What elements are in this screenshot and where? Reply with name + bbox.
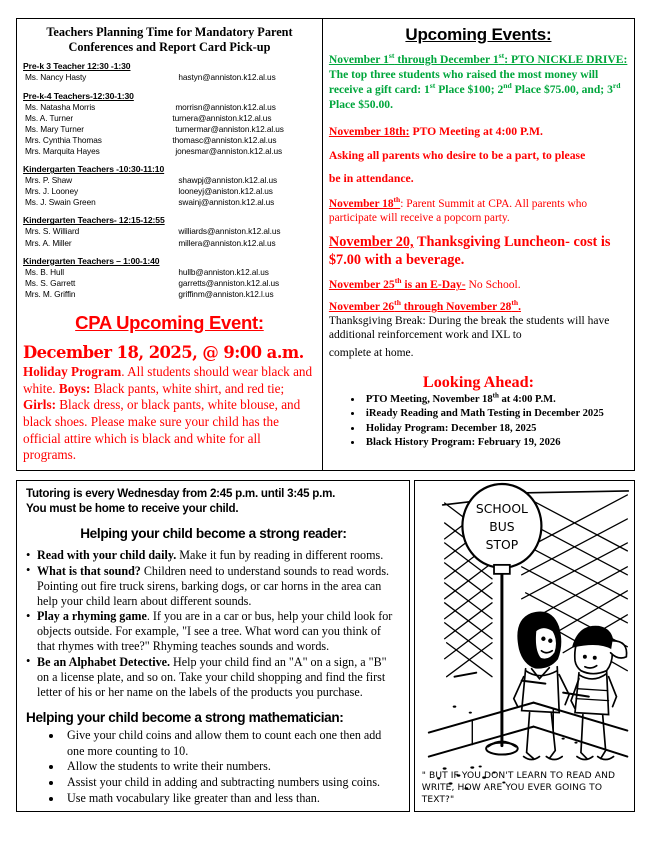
cartoon-panel: [414, 480, 635, 811]
teacher-name: Mrs. M. Griffin: [25, 288, 76, 299]
teacher-email: turnera@anniston.k12.al.us: [172, 112, 272, 123]
reader-section-heading: Helping your child become a strong reader:: [80, 526, 347, 542]
cpa-event-body: [23, 364, 316, 464]
group-heading: Kindergarten Teachers- 12:15-12:55: [23, 215, 165, 226]
cpa-boys-label: Boys:: [58, 380, 91, 396]
event-body-line2: Asking all parents who desire to be a part, to please: [328, 148, 586, 162]
looking-ahead-heading: Looking Ahead:: [422, 372, 534, 391]
event-body: PTO Meeting at 4:00 P.M.: [409, 125, 543, 139]
sign-text-line3: STOP: [485, 536, 518, 553]
bottom-section: [16, 480, 635, 811]
teacher-row: [23, 289, 316, 300]
teacher-row: [23, 186, 316, 197]
looking-ahead-list: [329, 393, 628, 451]
planning-title: Teachers Planning Time for Mandatory Parent Conferences and Report Card Pick-up: [46, 25, 293, 55]
event-body-line3: be in attendance.: [328, 172, 414, 186]
event-nickle-drive: [329, 52, 628, 112]
teacher-row: [23, 226, 316, 237]
teacher-name: Ms. S. Garrett: [25, 277, 76, 288]
list-item: • PTO Meeting, November 18th at 4:00 P.M.: [363, 393, 628, 407]
cpa-body-text: . All students should wear black and white.: [23, 364, 313, 396]
teacher-row: [23, 175, 316, 186]
teacher-row: [23, 72, 316, 83]
event-date-label: November 18th: [328, 195, 401, 211]
teacher-email: griffinm@anniston.k12.l.us: [178, 288, 274, 299]
teacher-row: [23, 278, 316, 289]
teacher-name: Ms. Mary Turner: [25, 123, 84, 134]
teacher-name: Ms. Natasha Morris: [25, 101, 96, 112]
event-pto-meeting: [329, 120, 628, 190]
teacher-email: jonesmar@anniston.k12.al.us: [175, 146, 283, 157]
teacher-name: Mrs. J. Looney: [25, 186, 79, 197]
teacher-name: Mrs. P. Shaw: [25, 175, 73, 186]
tutoring-notice: [26, 487, 401, 517]
event-body: Thanksgiving Break: During the break the students will have additional reinforcement work and IXL to: [328, 315, 610, 342]
event-parent-summit: [328, 195, 628, 226]
teacher-email: morrisn@anniston.k12.al.us: [175, 101, 276, 112]
teacher-row: [23, 113, 316, 124]
tutoring-line1: Tutoring is every Wednesday from 2:45 p.m. until 3:45 p.m.: [26, 487, 336, 501]
teacher-email: williards@anniston.k12.al.us: [178, 226, 281, 237]
teacher-email: thomasc@anniston.k12.al.us: [172, 134, 277, 145]
tip-lead: Read with your child daily.: [37, 548, 177, 563]
teacher-email: millera@anniston.k12.al.us: [178, 237, 276, 248]
list-item: • Assist your child in adding and subtracting numbers using coins.: [63, 775, 401, 791]
sign-text-line2: BUS: [488, 518, 515, 535]
reader-tips-list: [26, 548, 401, 700]
cpa-event-heading: CPA Upcoming Event:: [75, 312, 264, 333]
event-body: Thanksgiving Luncheon- cost is $7.00 with a beverage.: [328, 234, 611, 268]
list-item: [26, 564, 401, 609]
tip-lead: What is that sound?: [37, 563, 141, 578]
group-heading: Kindergarten Teachers – 1:00-1:40: [23, 255, 160, 266]
cpa-boys-text: Black pants, white shirt, and red tie;: [90, 380, 285, 396]
teacher-name: Ms. Nancy Hasty: [25, 72, 87, 83]
event-body: No School.: [465, 278, 521, 292]
event-date-label: November 25th is an E-Day-: [328, 276, 466, 292]
list-item: [26, 655, 401, 700]
list-item: • Black History Program: February 19, 2026: [363, 436, 628, 450]
group-heading: Kindergarten Teachers -10:30-11:10: [23, 164, 165, 175]
cartoon-illustration: [415, 481, 634, 810]
teacher-groups: [23, 61, 316, 300]
group-heading: Pre-k-4 Teachers-12:30-1:30: [23, 90, 134, 101]
teacher-name: Mrs. S. Williard: [25, 226, 80, 237]
list-item: • Allow the students to write their numbers.: [63, 759, 401, 775]
teacher-name: Ms. J. Swain Green: [25, 197, 96, 208]
teacher-email: swainj@anniston.k12.al.us: [178, 197, 275, 208]
teacher-group: [23, 164, 316, 208]
cpa-girls-label: Girls:: [23, 397, 56, 413]
teacher-group: [23, 61, 316, 83]
teacher-name: Mrs. A. Miller: [25, 237, 72, 248]
group-heading: Pre-k 3 Teacher 12:30 -1:30: [23, 61, 131, 72]
math-tips-list: [26, 728, 401, 807]
event-date-label: November 26th through November 28th.: [328, 298, 521, 314]
cpa-girls-text: Black dress, or black pants, white blouse, and black shoes. Please make sure your child has the official attire which is black and white for all programs.: [23, 397, 301, 463]
cpa-program-name: Holiday Program: [23, 364, 122, 379]
event-date-label: November 18th:: [328, 125, 410, 139]
event-eday: [329, 277, 628, 292]
planning-time-cell: [17, 19, 323, 471]
teacher-row: [23, 124, 316, 135]
teacher-row: [23, 135, 316, 146]
teacher-email: hastyn@anniston.k12.al.us: [178, 72, 276, 83]
teacher-email: turnermar@anniston.k12.al.us: [175, 123, 284, 134]
upcoming-events-heading: Upcoming Events:: [405, 25, 552, 44]
math-section-heading: Helping your child become a strong mathematician:: [26, 710, 344, 725]
sign-text-line1: SCHOOL: [475, 501, 528, 517]
list-item: [26, 609, 401, 654]
event-date-label: November 20,: [328, 234, 414, 251]
teacher-group: [23, 91, 316, 158]
event-thanksgiving-break: [329, 300, 628, 364]
list-item: • iReady Reading and Math Testing in December 2025: [363, 407, 628, 421]
cartoon-caption: [422, 770, 630, 806]
caption-line2: WRITE, HOW ARE YOU EVER GOING TO TEXT?": [421, 782, 603, 805]
tutoring-line2: You must be home to receive your child.: [26, 502, 239, 516]
teacher-email: shawpj@anniston.k12.al.us: [178, 175, 278, 186]
teacher-email: hullb@anniston.k12.al.us: [178, 266, 269, 277]
top-section-table: [16, 18, 635, 471]
teacher-name: Mrs. Cynthia Thomas: [25, 134, 102, 145]
teacher-email: garretts@anniston.k12.al.us: [178, 277, 280, 288]
list-item: • Holiday Program: December 18, 2025: [363, 422, 628, 436]
list-item: • Give your child coins and allow them to count each one then add one more counting to 10.: [63, 728, 401, 759]
teacher-name: Ms. B. Hull: [25, 266, 65, 277]
teacher-row: [23, 102, 316, 113]
event-date-label: November 1st through December 1st: PTO NICKLE DRIVE:: [328, 51, 628, 66]
teacher-name: Mrs. Marquita Hayes: [25, 146, 100, 157]
event-body: The top three students who raised the most money will receive a gift card: 1st Place $100; 2nd Place $75.00, and; 3rd Place $50.00.: [328, 68, 621, 112]
event-body: : Parent Summit at CPA. All parents who participate will receive a popcorn party.: [328, 198, 588, 225]
tip-lead: Play a rhyming game: [37, 609, 147, 624]
teacher-name: Ms. A. Turner: [25, 112, 74, 123]
teacher-group: [23, 215, 316, 248]
parent-tips-panel: [16, 480, 410, 811]
teacher-row: [23, 197, 316, 208]
teacher-email: looneyj@aniston.k12.al.us: [178, 186, 273, 197]
teacher-row: [23, 267, 316, 278]
list-item: [26, 548, 401, 563]
event-thanksgiving-luncheon: [329, 234, 628, 269]
cpa-event-date: December 18, 2025, @ 9:00 a.m.: [23, 343, 304, 362]
upcoming-events-cell: [322, 19, 634, 471]
tip-text: Make it fun by reading in different rooms.: [176, 548, 384, 563]
list-item: • Use math vocabulary like greater than and less than.: [63, 791, 401, 807]
teacher-group: [23, 256, 316, 300]
tip-text: . If you are in a car or bus, help your child look for objects outside. For example, "I see a tree. What word can you think of that rhymes with tree?" Rhyming teaches sounds and words.: [37, 609, 393, 654]
teacher-row: [23, 146, 316, 157]
caption-line1: " BUT IF YOU DON'T LEARN TO READ AND: [421, 770, 616, 781]
tip-text: Help your child find an "A" on a sign, a "B" on a license plate, and so on. Take your child shopping and find the first letter of his or her name on the labels of the products you purchase.: [37, 654, 387, 699]
tip-lead: Be an Alphabet Detective.: [37, 654, 171, 669]
event-body-tail: complete at home.: [328, 347, 414, 360]
tip-text: Children need to understand sounds to read words. Pointing out fire truck sirens, barking dogs, or car horns in the area can help your child learn about different sounds.: [37, 563, 390, 608]
teacher-row: [23, 238, 316, 249]
